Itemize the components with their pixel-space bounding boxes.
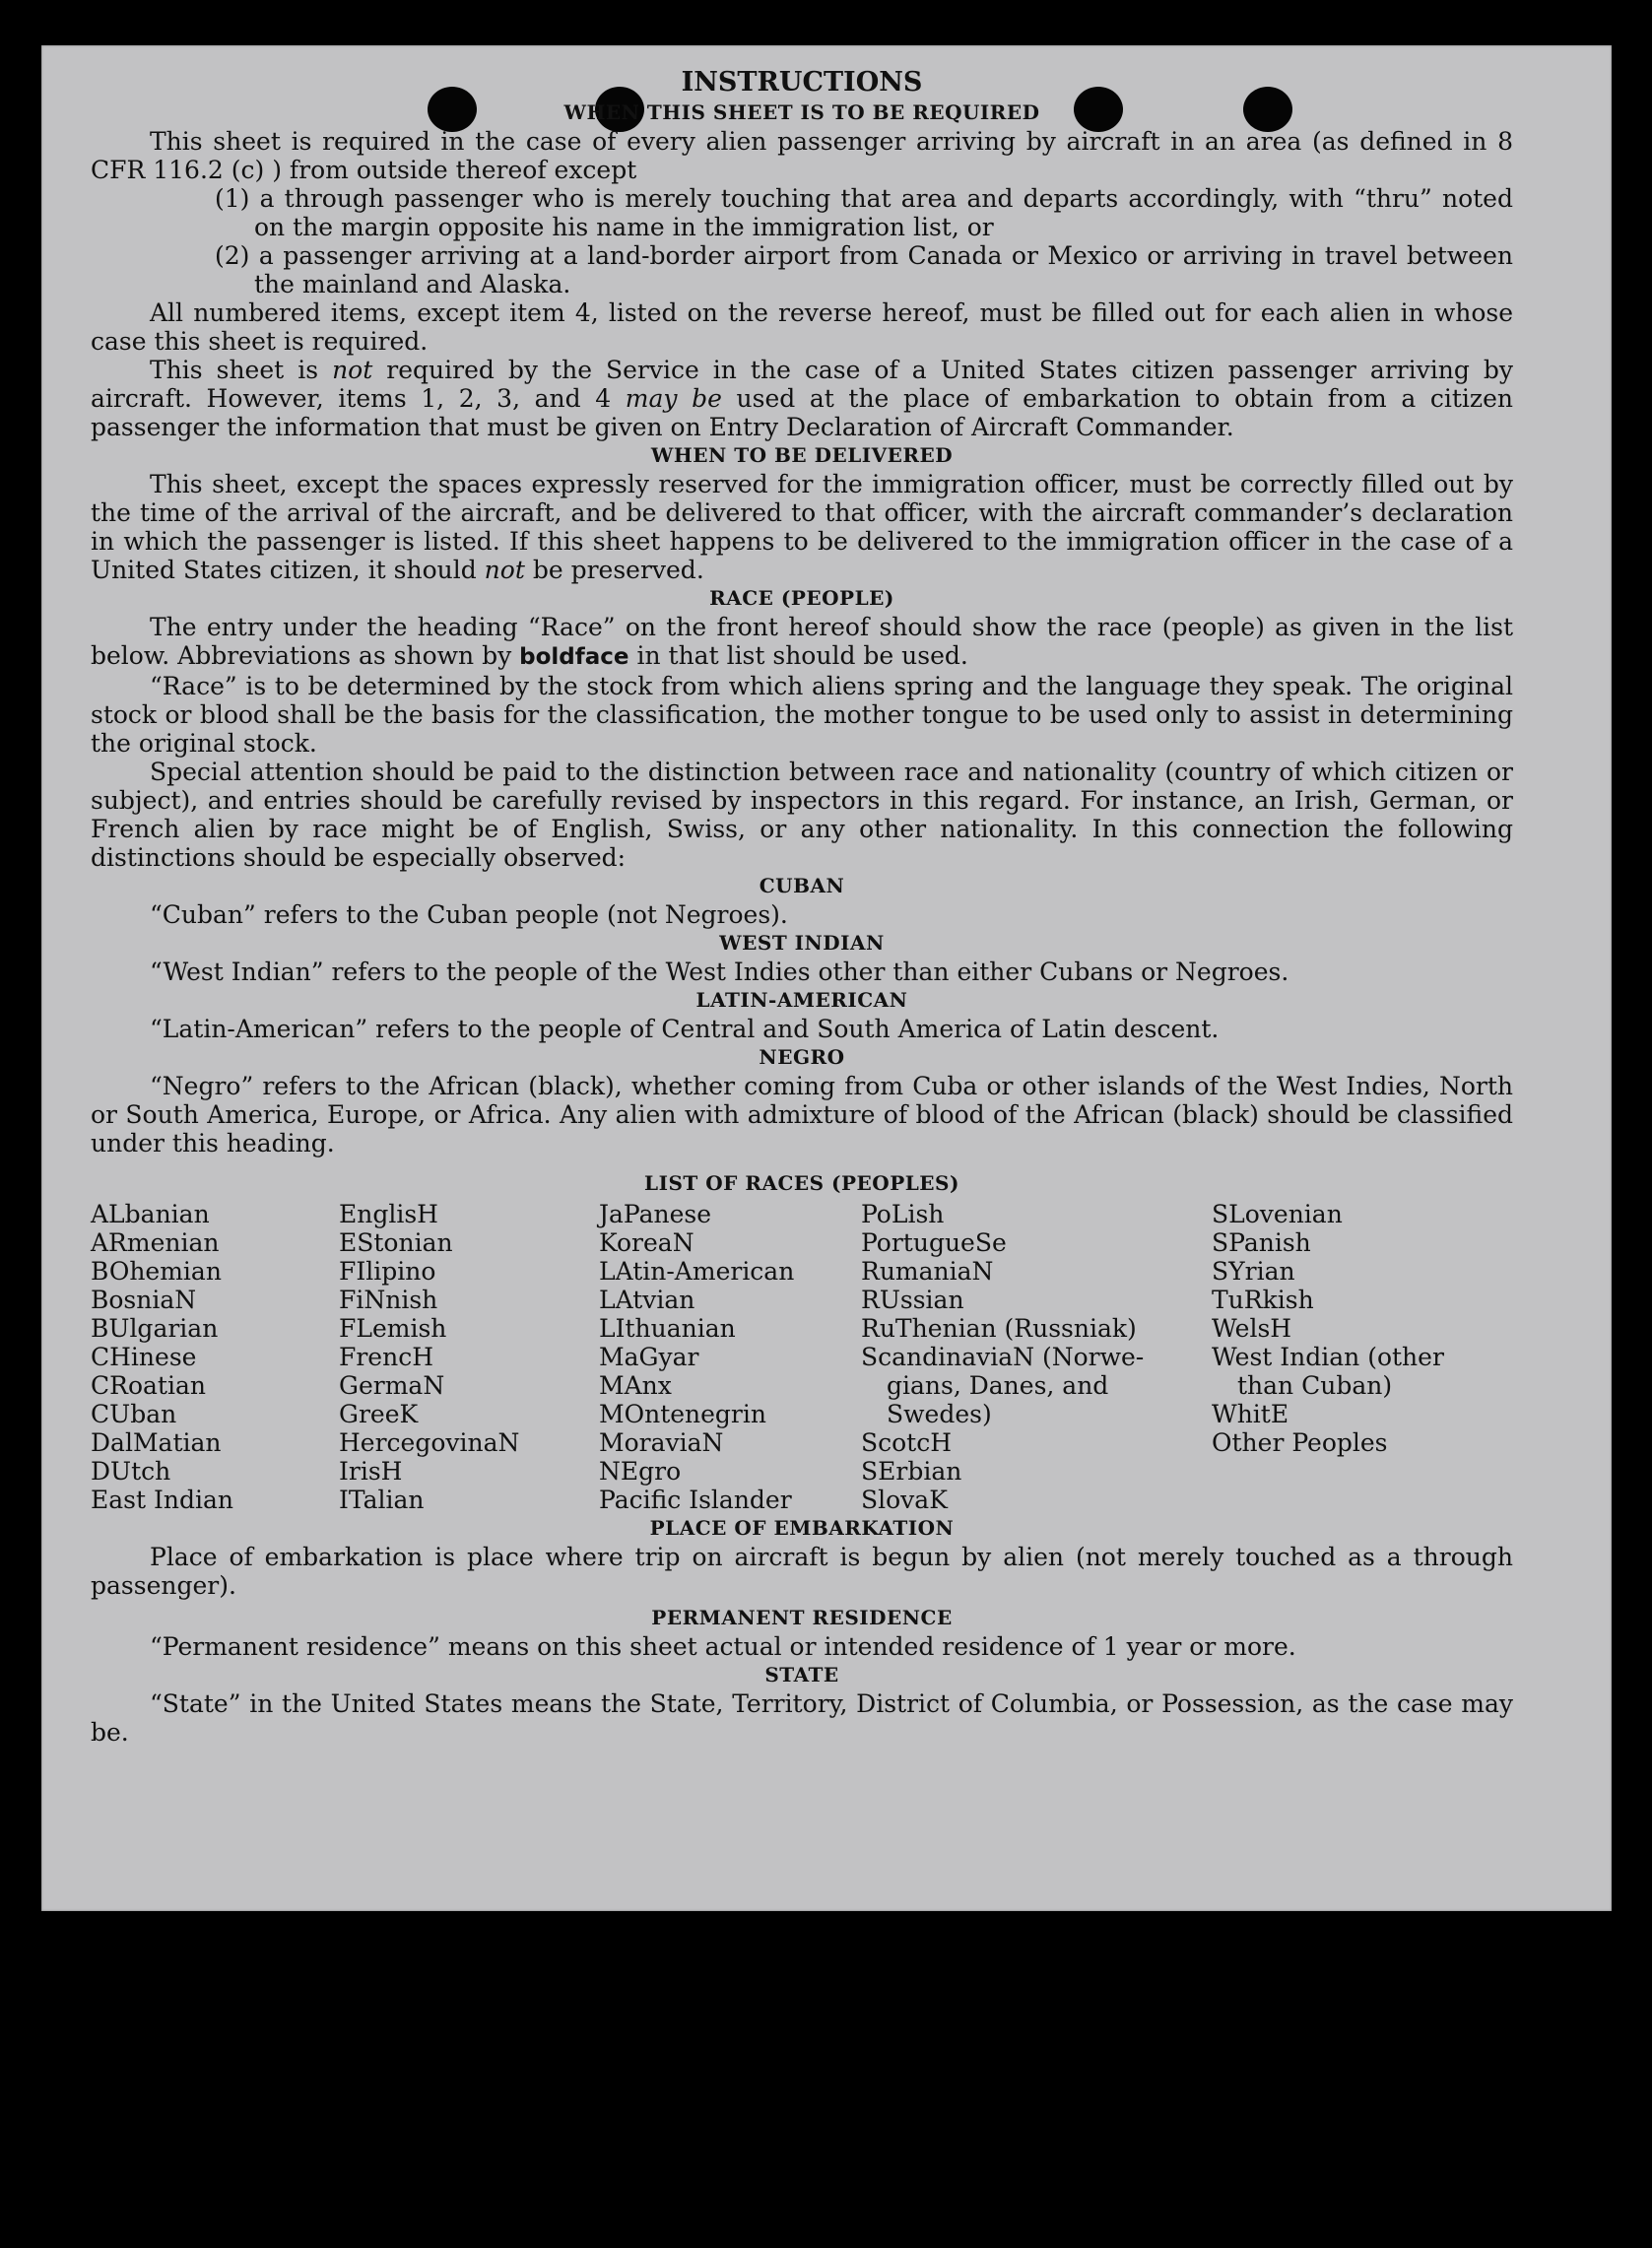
race-entry: EStonian (339, 1228, 453, 1257)
race-entry: Other Peoples (1212, 1428, 1388, 1457)
race-entry: FIlipino (339, 1257, 436, 1286)
paragraph: “West Indian” refers to the people of the West Indies other than either Cubans or Negroes. (150, 958, 1289, 986)
race-entry: NEgro (599, 1457, 682, 1486)
races-list (91, 1200, 1513, 1514)
section-heading: PLACE OF EMBARKATION (649, 1516, 955, 1540)
race-entry: BOhemian (91, 1257, 222, 1286)
race-entry: SErbian (861, 1457, 962, 1486)
race-entry: CUban (91, 1400, 177, 1428)
paragraph: This sheet is required in the case of every alien passenger arriving by aircraft in an area (as defined in 8 CFR 116.2 (c) ) from outside thereof except (91, 127, 1513, 184)
race-entry: ScandinaviaN (Norwe- (861, 1343, 1145, 1371)
race-entry: GermaN (339, 1371, 445, 1400)
section-heading: CUBAN (759, 874, 845, 897)
section-heading: WHEN TO BE DELIVERED (650, 443, 954, 467)
races-column (861, 1200, 1212, 1514)
race-entry: KoreaN (599, 1228, 694, 1257)
paragraph: “Permanent residence” means on this sheet actual or intended residence of 1 year or more. (150, 1632, 1296, 1661)
race-entry: CRoatian (91, 1371, 206, 1400)
paragraph: “Latin-American” refers to the people of Central and South America of Latin descent. (150, 1015, 1220, 1043)
race-entry: East Indian (91, 1486, 233, 1514)
paragraph: “Negro” refers to the African (black), whether coming from Cuba or other islands of the West Indies, North or South America, Europe, or Africa. Any alien with admixture of blood of the African (black) should be classified under this heading. (91, 1072, 1513, 1157)
paragraph: Place of embarkation is place where trip on aircraft is begun by alien (not merely touched as a through passenger). (91, 1543, 1513, 1600)
race-entry: IrisH (339, 1457, 403, 1486)
race-entry: PoLish (861, 1200, 945, 1228)
race-entry: than Cuban) (1237, 1371, 1393, 1400)
race-entry: MoraviaN (599, 1428, 724, 1457)
section-heading: WEST INDIAN (719, 931, 885, 955)
race-entry: SlovaK (861, 1486, 948, 1514)
list-item: (1) a through passenger who is merely touching that area and departs accordingly, with “thru” noted on the margin opposite his name in the immigration list, or (215, 184, 1513, 241)
instructions-content (91, 67, 1513, 1747)
section-heading: NEGRO (759, 1045, 845, 1069)
race-entry: SLovenian (1212, 1200, 1343, 1228)
race-entry: ARmenian (91, 1228, 220, 1257)
race-entry: Swedes) (887, 1400, 992, 1428)
paragraph: “Race” is to be determined by the stock from which aliens spring and the language they speak. The original stock or blood shall be the basis for the classification, the mother tongue to be used only to assist in determining the original stock. (91, 672, 1513, 758)
list-item: (2) a passenger arriving at a land-border airport from Canada or Mexico or arriving in travel between the mainland and Alaska. (215, 241, 1513, 298)
race-entry: MaGyar (599, 1343, 699, 1371)
race-entry: PortugueSe (861, 1228, 1007, 1257)
race-entry: gians, Danes, and (887, 1371, 1109, 1400)
race-entry: HercegovinaN (339, 1428, 520, 1457)
paragraph: All numbered items, except item 4, listed on the reverse hereof, must be filled out for each alien in whose case this sheet is required. (91, 298, 1513, 356)
race-entry: WhitE (1212, 1400, 1289, 1428)
race-entry: SYrian (1212, 1257, 1295, 1286)
race-entry: CHinese (91, 1343, 197, 1371)
race-entry: WelsH (1212, 1314, 1292, 1343)
race-entry: West Indian (other (1212, 1343, 1444, 1371)
race-entry: RuThenian (Russniak) (861, 1314, 1137, 1343)
race-entry: MOntenegrin (599, 1400, 766, 1428)
page-title: INSTRUCTIONS (681, 67, 923, 98)
race-entry: RUssian (861, 1286, 964, 1314)
race-entry: TuRkish (1212, 1286, 1314, 1314)
race-entry: DalMatian (91, 1428, 222, 1457)
race-entry: BUlgarian (91, 1314, 219, 1343)
paragraph: The entry under the heading “Race” on the front hereof should show the race (people) as given in the list below. Abbreviations as shown by boldface in that list should be used. (91, 613, 1513, 670)
race-entry: FrencH (339, 1343, 433, 1371)
race-entry: RumaniaN (861, 1257, 994, 1286)
races-column (599, 1200, 861, 1514)
section-heading: LIST OF RACES (PEOPLES) (644, 1171, 959, 1195)
paragraph: “State” in the United States means the State, Territory, District of Columbia, or Possession, as the case may be. (91, 1689, 1513, 1747)
race-entry: FiNnish (339, 1286, 438, 1314)
paragraph: “Cuban” refers to the Cuban people (not Negroes). (150, 900, 788, 929)
race-entry: DUtch (91, 1457, 171, 1486)
section-heading: LATIN-AMERICAN (695, 988, 908, 1012)
section-heading: RACE (PEOPLE) (709, 586, 894, 610)
race-entry: BosniaN (91, 1286, 197, 1314)
paragraph: This sheet is not required by the Service in the case of a United States citizen passenger arriving by aircraft. However, items 1, 2, 3, and 4 may be used at the place of embarkation to obtain from a citizen passenger the information that must be given on Entry Declaration of Aircraft Commander. (91, 356, 1513, 441)
race-entry: LAtvian (599, 1286, 695, 1314)
races-column (1212, 1200, 1513, 1514)
section-heading: STATE (764, 1663, 839, 1686)
paragraph: This sheet, except the spaces expressly reserved for the immigration officer, must be correctly filled out by the time of the arrival of the aircraft, and be delivered to that officer, with the aircraft commander’s declaration in which the passenger is listed. If this sheet happens to be delivered to the immigration officer in the case of a United States citizen, it should not be preserved. (91, 470, 1513, 584)
race-entry: FLemish (339, 1314, 447, 1343)
paragraph: Special attention should be paid to the distinction between race and nationality (country of which citizen or subject), and entries should be carefully revised by inspectors in this regard. For instance, an Irish, German, or French alien by race might be of English, Swiss, or any other nationality. In this connection the following distinctions should be especially observed: (91, 758, 1513, 872)
race-entry: LAtin-American (599, 1257, 795, 1286)
race-entry: ITalian (339, 1486, 425, 1514)
race-entry: LIthuanian (599, 1314, 736, 1343)
race-entry: MAnx (599, 1371, 672, 1400)
race-entry: JaPanese (599, 1200, 712, 1228)
section-heading: WHEN THIS SHEET IS TO BE REQUIRED (563, 100, 1040, 124)
races-column (339, 1200, 599, 1514)
race-entry: Pacific Islander (599, 1486, 792, 1514)
races-column (91, 1200, 339, 1514)
race-entry: GreeK (339, 1400, 419, 1428)
race-entry: ScotcH (861, 1428, 953, 1457)
race-entry: EnglisH (339, 1200, 438, 1228)
section-heading: PERMANENT RESIDENCE (651, 1606, 953, 1629)
race-entry: SPanish (1212, 1228, 1311, 1257)
race-entry: ALbanian (91, 1200, 210, 1228)
